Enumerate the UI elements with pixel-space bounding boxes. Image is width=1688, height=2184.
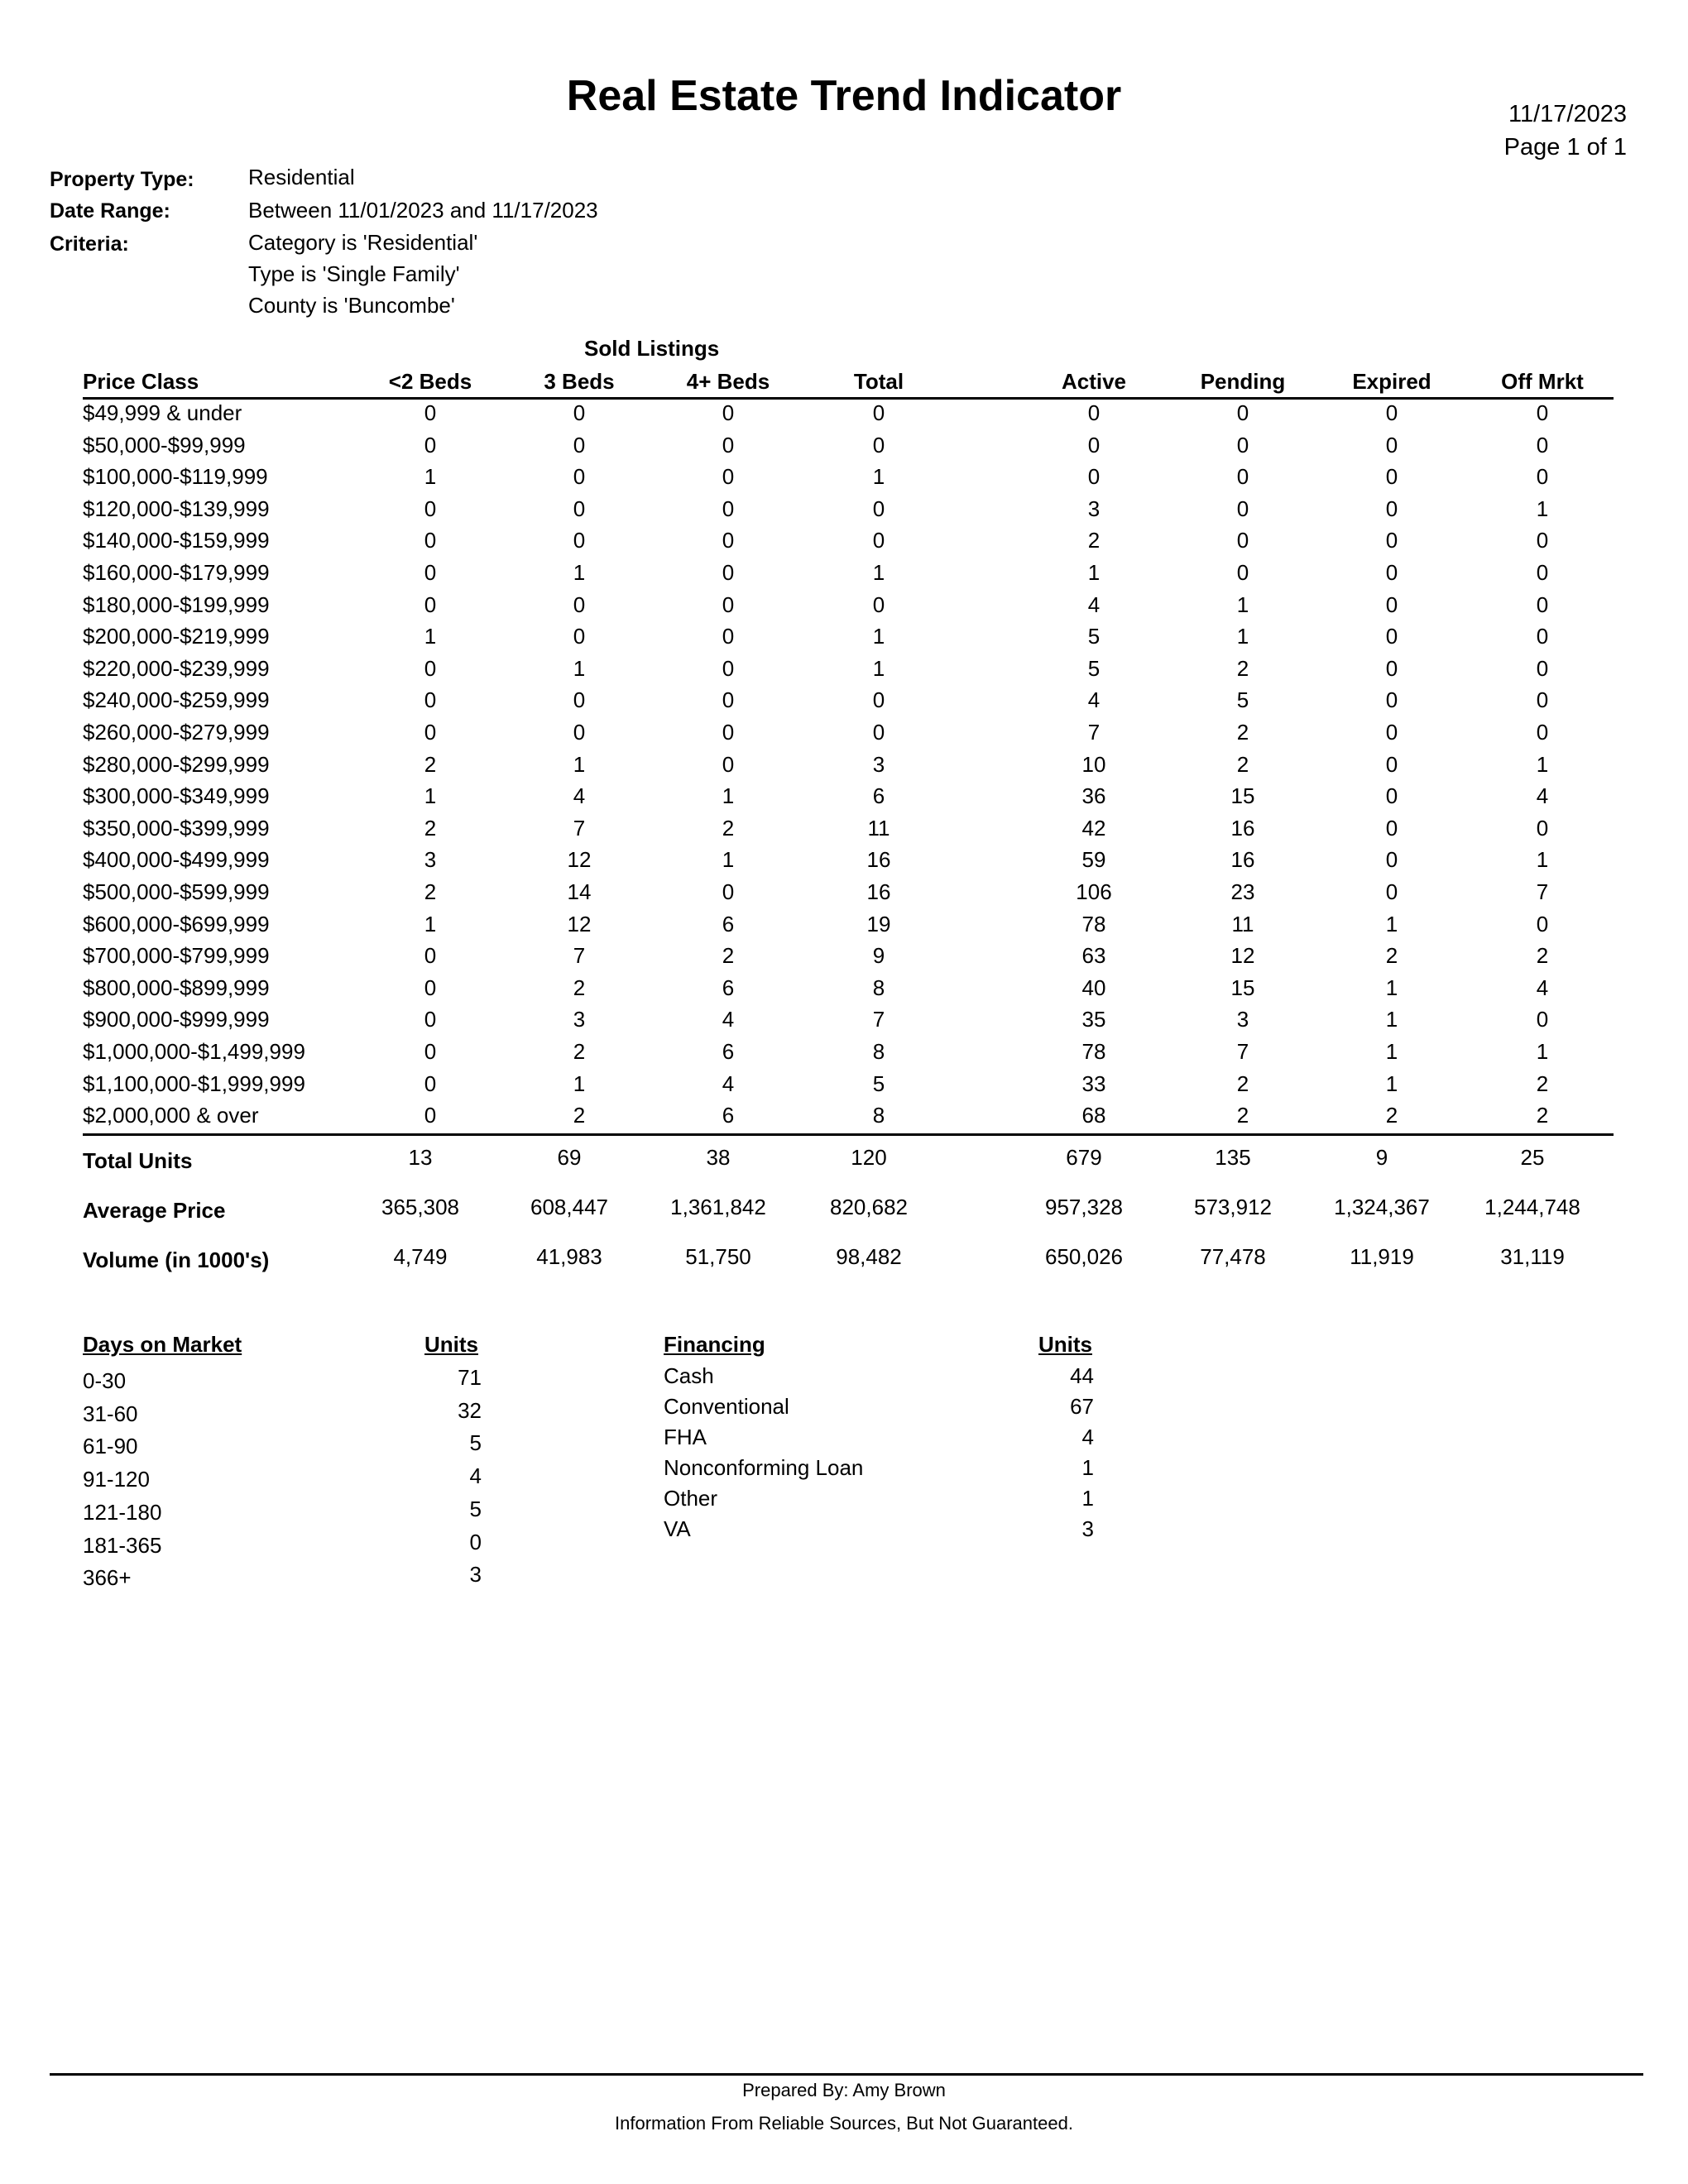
table-cell: 2 <box>1536 1070 1549 1096</box>
criteria-label: Criteria: <box>50 232 129 256</box>
table-cell: 5 <box>872 1070 885 1096</box>
table-cell: 0 <box>1385 751 1398 777</box>
summary-value: 25 <box>1520 1145 1545 1170</box>
table-cell: 0 <box>573 720 586 745</box>
summary-value: 820,682 <box>830 1195 908 1219</box>
table-cell: 16 <box>866 847 891 873</box>
table-cell: 1 <box>1236 592 1249 617</box>
days-on-market-range: 366+ <box>83 1565 132 1591</box>
table-cell: 0 <box>722 655 735 681</box>
report-title: Real Estate Trend Indicator <box>566 72 1122 120</box>
column-header: <2 Beds <box>388 369 472 394</box>
table-cell: 8 <box>872 1103 885 1128</box>
table-cell: 0 <box>424 1039 437 1064</box>
table-cell: 35 <box>1081 1007 1106 1032</box>
table-cell: 78 <box>1081 911 1106 936</box>
table-cell: 33 <box>1081 1070 1106 1096</box>
table-cell: 0 <box>1236 528 1249 553</box>
table-cell: 0 <box>872 528 885 553</box>
property-type-value: Residential <box>248 165 355 189</box>
days-on-market-units: 4 <box>469 1463 482 1489</box>
table-cell: 0 <box>722 687 735 713</box>
column-header: 3 Beds <box>544 369 615 394</box>
table-cell: 0 <box>1536 400 1549 425</box>
days-on-market-range: 0-30 <box>83 1368 127 1393</box>
table-cell: 0 <box>1385 847 1398 873</box>
table-cell: 2 <box>1536 943 1549 969</box>
table-cell: 0 <box>1236 496 1249 521</box>
days-on-market-units: 0 <box>469 1529 482 1554</box>
summary-value: 38 <box>706 1145 731 1170</box>
table-cell: 11 <box>867 815 890 841</box>
table-cell: 2 <box>573 975 586 1000</box>
table-cell: 4 <box>722 1070 735 1096</box>
table-cell: 0 <box>1385 815 1398 841</box>
summary-value: 69 <box>557 1145 582 1170</box>
price-class-cell: $2,000,000 & over <box>83 1103 259 1128</box>
report-date: 11/17/2023 <box>1508 101 1627 127</box>
summary-value: 77,478 <box>1200 1244 1266 1269</box>
table-cell: 0 <box>573 687 586 713</box>
table-cell: 3 <box>1236 1007 1249 1032</box>
table-cell: 0 <box>1236 560 1249 585</box>
financing-units: 3 <box>1081 1516 1094 1541</box>
table-cell: 2 <box>1536 1103 1549 1128</box>
table-cell: 0 <box>573 528 586 553</box>
table-cell: 106 <box>1076 879 1112 904</box>
table-cell: 78 <box>1081 1039 1106 1064</box>
table-cell: 2 <box>1236 655 1249 681</box>
days-on-market-units: 5 <box>469 1496 482 1521</box>
days-on-market-units: 32 <box>458 1397 482 1423</box>
summary-value: 41,983 <box>536 1244 602 1269</box>
table-cell: 6 <box>722 1103 735 1128</box>
summary-label: Total Units <box>83 1148 193 1173</box>
table-cell: 0 <box>722 400 735 425</box>
table-cell: 15 <box>1230 975 1255 1000</box>
table-cell: 0 <box>722 560 735 585</box>
table-cell: 7 <box>573 815 586 841</box>
table-cell: 0 <box>1385 432 1398 457</box>
days-on-market-units: 5 <box>469 1430 482 1456</box>
table-cell: 2 <box>573 1103 586 1128</box>
totals-rule <box>83 1133 1614 1136</box>
table-cell: 0 <box>1087 400 1101 425</box>
financing-type: Nonconforming Loan <box>664 1455 864 1480</box>
table-cell: 11 <box>1231 911 1254 936</box>
table-cell: 7 <box>1087 720 1101 745</box>
table-cell: 0 <box>1385 496 1398 521</box>
table-cell: 1 <box>1536 496 1549 521</box>
summary-value: 13 <box>408 1145 433 1170</box>
table-cell: 15 <box>1230 783 1255 809</box>
table-cell: 1 <box>1385 975 1398 1000</box>
table-cell: 4 <box>722 1007 735 1032</box>
table-cell: 0 <box>1536 1007 1549 1032</box>
table-cell: 1 <box>872 624 885 649</box>
table-cell: 16 <box>1230 847 1255 873</box>
days-on-market-range: 61-90 <box>83 1434 138 1459</box>
table-cell: 0 <box>722 496 735 521</box>
property-type-label: Property Type: <box>50 168 194 191</box>
table-cell: 0 <box>1385 720 1398 745</box>
summary-value: 51,750 <box>685 1244 751 1269</box>
price-class-cell: $1,000,000-$1,499,999 <box>83 1039 305 1064</box>
table-cell: 2 <box>722 943 735 969</box>
table-cell: 1 <box>573 655 586 681</box>
column-header: Pending <box>1200 369 1286 394</box>
price-class-cell: $50,000-$99,999 <box>83 432 246 457</box>
column-header: Expired <box>1352 369 1431 394</box>
table-cell: 0 <box>424 1007 437 1032</box>
table-cell: 0 <box>1536 464 1549 490</box>
table-cell: 0 <box>1236 464 1249 490</box>
table-cell: 7 <box>573 943 586 969</box>
table-cell: 1 <box>424 783 437 809</box>
table-cell: 1 <box>1536 847 1549 873</box>
table-cell: 1 <box>573 751 586 777</box>
table-cell: 3 <box>424 847 437 873</box>
table-cell: 7 <box>1236 1039 1249 1064</box>
table-cell: 0 <box>722 879 735 904</box>
table-cell: 9 <box>872 943 885 969</box>
table-cell: 0 <box>1385 655 1398 681</box>
price-class-cell: $350,000-$399,999 <box>83 815 270 841</box>
table-cell: 0 <box>424 1070 437 1096</box>
summary-value: 120 <box>851 1145 887 1170</box>
table-cell: 0 <box>1236 432 1249 457</box>
financing-units: 1 <box>1081 1486 1094 1511</box>
sold-listings-group-header: Sold Listings <box>584 336 720 361</box>
table-cell: 7 <box>1536 879 1549 904</box>
column-header-price-class: Price Class <box>83 369 199 394</box>
table-cell: 2 <box>1385 1103 1398 1128</box>
summary-value: 1,244,748 <box>1484 1195 1580 1219</box>
table-cell: 0 <box>872 432 885 457</box>
table-cell: 8 <box>872 1039 885 1064</box>
price-class-cell: $280,000-$299,999 <box>83 751 270 777</box>
table-cell: 1 <box>872 464 885 490</box>
days-on-market-range: 91-120 <box>83 1467 150 1492</box>
table-cell: 0 <box>722 751 735 777</box>
table-cell: 0 <box>872 687 885 713</box>
table-cell: 0 <box>1385 879 1398 904</box>
table-cell: 0 <box>1385 560 1398 585</box>
table-cell: 2 <box>424 879 437 904</box>
table-cell: 0 <box>722 528 735 553</box>
date-range-label: Date Range: <box>50 199 170 223</box>
table-cell: 0 <box>424 655 437 681</box>
table-cell: 0 <box>1385 624 1398 649</box>
table-cell: 1 <box>1385 1007 1398 1032</box>
criteria-line: Category is 'Residential' <box>248 230 478 255</box>
financing-type: FHA <box>664 1425 707 1449</box>
table-cell: 1 <box>872 560 885 585</box>
days-on-market-range: 121-180 <box>83 1499 162 1525</box>
table-cell: 3 <box>872 751 885 777</box>
table-cell: 0 <box>1385 528 1398 553</box>
table-cell: 4 <box>1536 783 1549 809</box>
table-cell: 2 <box>1087 528 1101 553</box>
table-cell: 0 <box>424 720 437 745</box>
table-cell: 0 <box>573 624 586 649</box>
table-cell: 63 <box>1081 943 1106 969</box>
table-cell: 0 <box>1087 432 1101 457</box>
table-cell: 0 <box>1536 528 1549 553</box>
table-cell: 0 <box>424 400 437 425</box>
table-cell: 1 <box>1385 1070 1398 1096</box>
table-cell: 0 <box>424 687 437 713</box>
table-cell: 0 <box>872 720 885 745</box>
table-cell: 6 <box>722 975 735 1000</box>
financing-units: 44 <box>1070 1363 1094 1388</box>
date-range-value: Between 11/01/2023 and 11/17/2023 <box>248 198 598 223</box>
table-cell: 0 <box>573 592 586 617</box>
summary-value: 1,324,367 <box>1334 1195 1430 1219</box>
disclaimer: Information From Reliable Sources, But Not Guaranteed. <box>615 2113 1073 2134</box>
table-cell: 0 <box>424 496 437 521</box>
table-cell: 0 <box>722 464 735 490</box>
days-on-market-units-header: Units <box>424 1332 478 1357</box>
financing-units-header: Units <box>1038 1332 1092 1357</box>
days-on-market-range: 31-60 <box>83 1401 138 1426</box>
table-cell: 4 <box>573 783 586 809</box>
table-cell: 2 <box>1236 1103 1249 1128</box>
price-class-cell: $500,000-$599,999 <box>83 879 270 904</box>
days-on-market-units: 71 <box>458 1365 482 1390</box>
table-cell: 5 <box>1087 655 1101 681</box>
price-class-cell: $600,000-$699,999 <box>83 911 270 936</box>
table-cell: 0 <box>1385 783 1398 809</box>
table-cell: 68 <box>1081 1103 1106 1128</box>
table-cell: 0 <box>1087 464 1101 490</box>
financing-type: VA <box>664 1516 691 1541</box>
summary-value: 1,361,842 <box>670 1195 766 1219</box>
summary-value: 679 <box>1066 1145 1102 1170</box>
column-header: Total <box>853 369 904 394</box>
table-cell: 0 <box>1536 560 1549 585</box>
table-cell: 23 <box>1230 879 1255 904</box>
table-cell: 0 <box>1536 432 1549 457</box>
table-cell: 0 <box>573 432 586 457</box>
table-cell: 2 <box>1236 720 1249 745</box>
price-class-cell: $300,000-$349,999 <box>83 783 270 809</box>
table-cell: 1 <box>573 1070 586 1096</box>
table-cell: 1 <box>1385 911 1398 936</box>
days-on-market-header: Days on Market <box>83 1332 242 1357</box>
column-header: Off Mrkt <box>1501 369 1584 394</box>
table-cell: 4 <box>1087 687 1101 713</box>
summary-value: 608,447 <box>530 1195 608 1219</box>
table-cell: 14 <box>567 879 592 904</box>
table-cell: 4 <box>1536 975 1549 1000</box>
summary-value: 98,482 <box>836 1244 902 1269</box>
summary-value: 957,328 <box>1045 1195 1123 1219</box>
table-cell: 5 <box>1236 687 1249 713</box>
table-cell: 19 <box>866 911 891 936</box>
table-cell: 0 <box>573 400 586 425</box>
table-cell: 0 <box>722 432 735 457</box>
table-cell: 10 <box>1081 751 1106 777</box>
table-cell: 0 <box>1536 655 1549 681</box>
table-cell: 0 <box>872 400 885 425</box>
table-cell: 2 <box>424 815 437 841</box>
price-class-cell: $240,000-$259,999 <box>83 687 270 713</box>
table-cell: 1 <box>1236 624 1249 649</box>
table-cell: 12 <box>1230 943 1255 969</box>
prepared-by: Prepared By: Amy Brown <box>742 2080 946 2100</box>
table-cell: 0 <box>1536 624 1549 649</box>
table-cell: 2 <box>1385 943 1398 969</box>
table-cell: 0 <box>424 975 437 1000</box>
table-cell: 1 <box>722 783 735 809</box>
price-class-cell: $260,000-$279,999 <box>83 720 270 745</box>
table-cell: 0 <box>872 592 885 617</box>
days-on-market-range: 181-365 <box>83 1532 162 1558</box>
table-cell: 1 <box>1536 1039 1549 1064</box>
table-cell: 0 <box>1385 464 1398 490</box>
price-class-cell: $49,999 & under <box>83 400 242 425</box>
table-cell: 1 <box>872 655 885 681</box>
summary-value: 11,919 <box>1350 1244 1414 1269</box>
table-cell: 0 <box>1536 815 1549 841</box>
table-cell: 0 <box>573 496 586 521</box>
days-on-market-units: 3 <box>469 1562 482 1588</box>
table-cell: 0 <box>872 496 885 521</box>
price-class-cell: $120,000-$139,999 <box>83 496 270 521</box>
table-cell: 1 <box>1536 751 1549 777</box>
table-cell: 6 <box>722 911 735 936</box>
table-cell: 16 <box>1230 815 1255 841</box>
table-cell: 0 <box>722 592 735 617</box>
summary-value: 573,912 <box>1194 1195 1272 1219</box>
price-class-cell: $140,000-$159,999 <box>83 528 270 553</box>
table-cell: 40 <box>1081 975 1106 1000</box>
table-cell: 0 <box>1536 592 1549 617</box>
table-cell: 0 <box>424 560 437 585</box>
table-cell: 42 <box>1081 815 1106 841</box>
table-cell: 12 <box>567 911 592 936</box>
table-cell: 1 <box>424 911 437 936</box>
summary-value: 4,749 <box>393 1244 448 1269</box>
table-cell: 1 <box>1385 1039 1398 1064</box>
table-cell: 1 <box>424 464 437 490</box>
summary-value: 365,308 <box>381 1195 459 1219</box>
summary-value: 650,026 <box>1045 1244 1123 1269</box>
price-class-cell: $900,000-$999,999 <box>83 1007 270 1032</box>
table-cell: 5 <box>1087 624 1101 649</box>
price-class-cell: $800,000-$899,999 <box>83 975 270 1000</box>
financing-header: Financing <box>664 1332 765 1357</box>
page-info: Page 1 of 1 <box>1503 134 1627 160</box>
table-cell: 0 <box>1536 687 1549 713</box>
table-cell: 1 <box>573 560 586 585</box>
financing-units: 4 <box>1081 1425 1094 1449</box>
financing-type: Other <box>664 1486 718 1511</box>
table-cell: 1 <box>424 624 437 649</box>
table-cell: 2 <box>1236 751 1249 777</box>
financing-units: 1 <box>1081 1455 1094 1480</box>
financing-type: Cash <box>664 1363 714 1388</box>
table-cell: 0 <box>1385 687 1398 713</box>
criteria-line: County is 'Buncombe' <box>248 293 455 318</box>
header-rule <box>83 397 1614 400</box>
table-cell: 0 <box>1536 911 1549 936</box>
table-cell: 12 <box>567 847 592 873</box>
column-header: 4+ Beds <box>686 369 770 394</box>
table-cell: 8 <box>872 975 885 1000</box>
price-class-cell: $180,000-$199,999 <box>83 592 270 617</box>
table-cell: 2 <box>1236 1070 1249 1096</box>
table-cell: 3 <box>573 1007 586 1032</box>
financing-type: Conventional <box>664 1394 789 1419</box>
table-cell: 0 <box>424 528 437 553</box>
table-cell: 0 <box>1385 592 1398 617</box>
footer-rule <box>50 2073 1643 2076</box>
table-cell: 0 <box>573 464 586 490</box>
table-cell: 2 <box>722 815 735 841</box>
table-cell: 0 <box>424 592 437 617</box>
table-cell: 36 <box>1081 783 1106 809</box>
summary-value: 31,119 <box>1500 1244 1565 1269</box>
price-class-cell: $400,000-$499,999 <box>83 847 270 873</box>
table-cell: 0 <box>424 1103 437 1128</box>
table-cell: 0 <box>1385 400 1398 425</box>
table-cell: 6 <box>872 783 885 809</box>
table-cell: 3 <box>1087 496 1101 521</box>
table-cell: 0 <box>722 624 735 649</box>
summary-label: Volume (in 1000's) <box>83 1248 270 1272</box>
table-cell: 16 <box>866 879 891 904</box>
table-cell: 4 <box>1087 592 1101 617</box>
financing-units: 67 <box>1070 1394 1094 1419</box>
criteria-line: Type is 'Single Family' <box>248 261 460 286</box>
table-cell: 0 <box>424 943 437 969</box>
price-class-cell: $200,000-$219,999 <box>83 624 270 649</box>
table-cell: 6 <box>722 1039 735 1064</box>
table-cell: 7 <box>872 1007 885 1032</box>
summary-value: 9 <box>1375 1145 1388 1170</box>
price-class-cell: $100,000-$119,999 <box>83 464 268 490</box>
summary-label: Average Price <box>83 1198 226 1223</box>
table-cell: 0 <box>1536 720 1549 745</box>
table-cell: 1 <box>1087 560 1101 585</box>
table-cell: 59 <box>1081 847 1106 873</box>
table-cell: 0 <box>722 720 735 745</box>
price-class-cell: $1,100,000-$1,999,999 <box>83 1070 305 1096</box>
summary-value: 135 <box>1215 1145 1251 1170</box>
column-header: Active <box>1061 369 1127 394</box>
table-cell: 0 <box>424 432 437 457</box>
table-cell: 2 <box>573 1039 586 1064</box>
table-cell: 1 <box>722 847 735 873</box>
table-cell: 0 <box>1236 400 1249 425</box>
price-class-cell: $220,000-$239,999 <box>83 655 270 681</box>
price-class-cell: $160,000-$179,999 <box>83 560 270 585</box>
table-cell: 2 <box>424 751 437 777</box>
price-class-cell: $700,000-$799,999 <box>83 943 270 969</box>
